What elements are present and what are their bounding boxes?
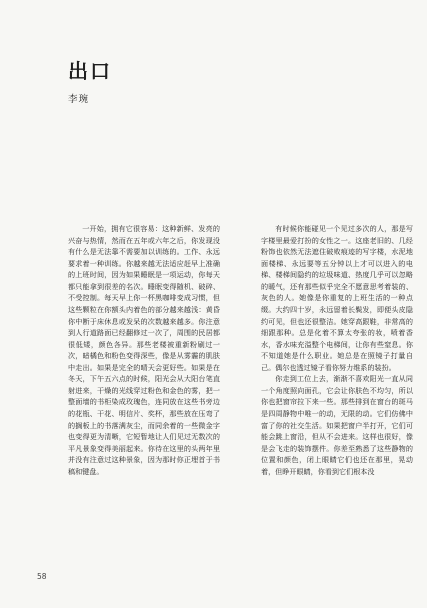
paragraph: 有时候你能碰见一个见过多次的人，那是写字楼里最爱打扮的女性之一。这座老旧的、几经粉饰也依然无法遮住破败痕迹的写字楼，水泥地面楼梯、永远要等五分钟以上才可以进入的电梯、楼梯间隐约的垃圾味道、热度几乎可以忽略的暖气，还有那些似乎完全不愿意思考着装的、灰色的人。她像是你重复的上班生活的一种点缀。大约四十岁，永远留着长鬓发，即便头皮隐约可见，但也还很整洁。她穿高跟鞋，非常高的细跟那种。总是化着不算太夸张的妆，喷着香水，香水味充溢整个电梯间，让你有些窒息。你不知道她是什么职业。她总是在照镜子打量自己。偶尔也透过镜子看你努力维系的装扮。 — [261, 224, 413, 372]
right-column — [261, 223, 413, 477]
paragraph: 你走到工位上去，渐渐不喜欢阳光一直从同一个角度照向面孔，它会让你肤色不均匀，所以你也把窗帘拉下来一些。那些排到在窗台的斑马是四周静物中唯一的动，无限的动。它们仿佛中富了你的社交生活。如果把窗户半打开，它们可能会跳上窗沿，但从不会进来。这样也很好，像是会飞走的装饰摆件。你差至熟悉了这些静物的位置和颜色，闭上眼睛它们也还在那里，晃动着，但睁开眼睛，你看到它们根本没 — [261, 374, 413, 476]
left-column — [68, 223, 220, 477]
author-name: 李琬 — [68, 94, 90, 105]
article-title: 出口 — [68, 59, 112, 83]
page-number: 58 — [37, 572, 47, 581]
paragraph: 一开始，拥有它很容易：这种新鲜、发亮的兴奋与热情，然而在五年或六年之后，你发现没有什么是无法靠不需要加以训练的。工作、永远要求着一种训练。你越来越无法适应赶早上准确的上班时间，因为如果睡眠是一项运动，你每天都只能拿到很差的名次。睡眠变得随机、破碎、不受控制。每天早上你一杯黑咖啡变成习惯，但这些颗粒在你额头内着色的部分越来越浅：黄昏你中断于床休息或发呆的次数越来越多。你注意到人行道路面已经翻修过一次了，周围的民居都很低矮，颜色各异。那些老楼被重新粉刷过一次，暗橘色和粉色变得深些，像是从雾霾的肌肤中走出。如果是完全的晴天会更好些。如果是在冬天，下午五六点的时候，阳光会从大阳台笔直射进来，干燥的光线穿过粉色和金色的雾，把一整面墙的书柜染成玫瑰色，连同放在这些书旁边的花瓶、干花、明信片、奖杯，那些放在压弯了的搁板上的书落满灰尘，而同余着的一些微金字也变得更为清晰，它短暂地让人们见过无数次的平凡景象变得美丽起来。你待在这里的头两年里并没有注意过这种景象，因为那时你正埋首于书稿和键盘。 — [68, 224, 220, 476]
